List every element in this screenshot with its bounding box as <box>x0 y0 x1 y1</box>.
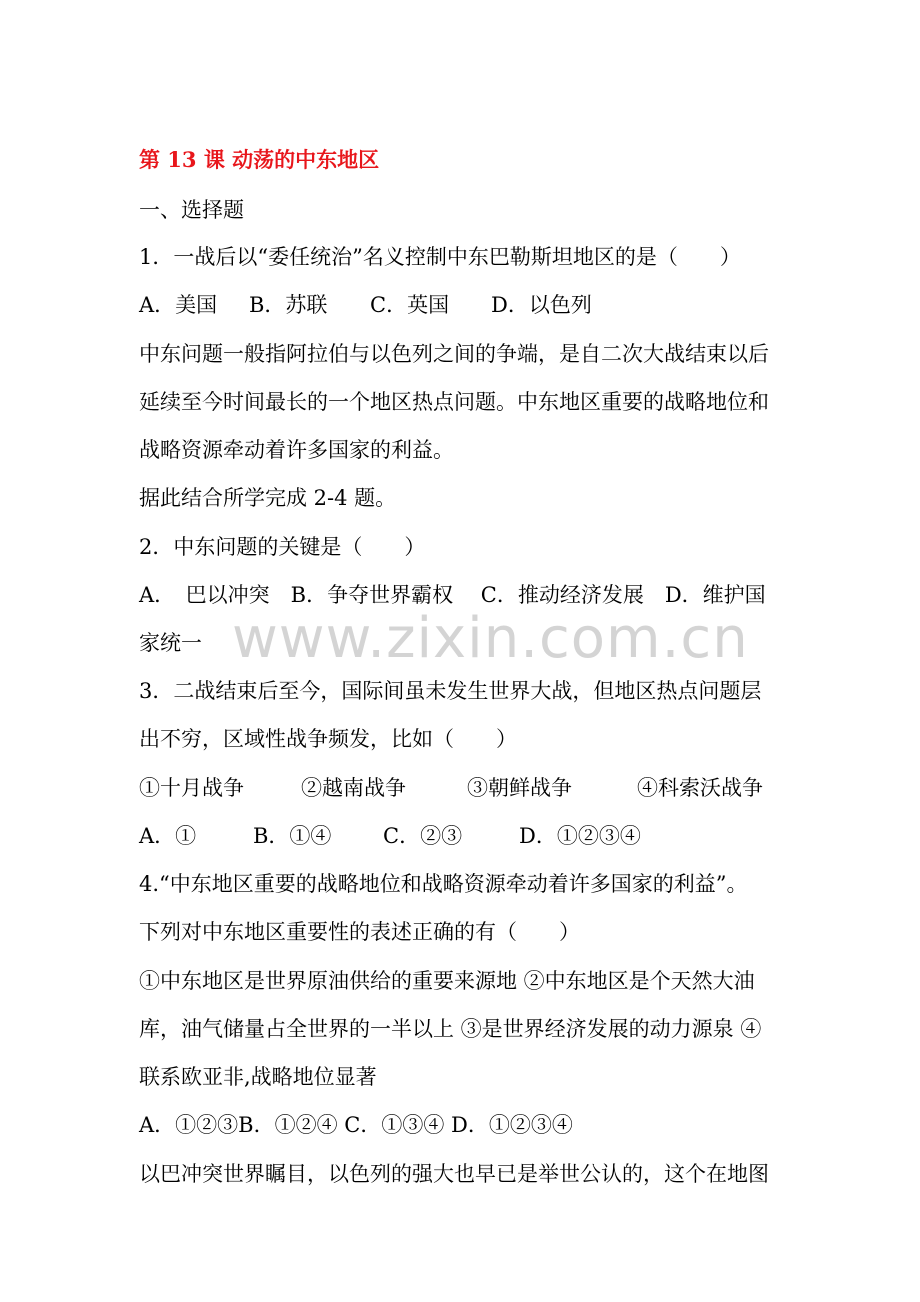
question-4-body: 库，油气储量占全世界的一半以上 ③是世界经济发展的动力源泉 ④ <box>139 1017 762 1041</box>
question-3-stem: 3．二战结束后至今，国际间虽未发生世界大战，但地区热点问题层 <box>139 679 762 703</box>
section-heading: 一、选择题 <box>139 198 244 222</box>
option-d: D．以色列 <box>491 293 592 317</box>
watermark: www.zixin.com.cn <box>232 606 749 671</box>
question-4-body: ①中东地区是世界原油供给的重要来源地 ②中东地区是个天然大油 <box>139 969 755 993</box>
option-c: C．英国 <box>370 293 450 317</box>
item-3: ③朝鲜战争 <box>467 776 572 800</box>
question-2-options: A． 巴以冲突 B．争夺世界霸权 C．推动经济发展 D．维护国 <box>139 583 766 607</box>
option-d: D．①②③④ <box>519 824 641 848</box>
option-c: C．②③ <box>383 824 463 848</box>
passage-line: 中东问题一般指阿拉伯与以色列之间的争端，是自二次大战结束以后 <box>139 342 769 366</box>
question-2-options-cont: 家统一 <box>139 631 202 655</box>
passage-line: 战略资源牵动着许多国家的利益。 <box>139 438 454 462</box>
item-4: ④科索沃战争 <box>637 776 763 800</box>
question-3-options <box>139 822 799 850</box>
passage-line: 延续至今时间最长的一个地区热点问题。中东地区重要的战略地位和 <box>139 390 769 414</box>
question-4-options: A．①②③B．①②④ C．①③④ D．①②③④ <box>139 1113 573 1137</box>
option-b: B．苏联 <box>249 293 328 317</box>
question-4-stem-cont: 下列对中东地区重要性的表述正确的有（ ） <box>139 920 580 944</box>
option-a: A．美国 <box>139 293 218 317</box>
question-3-stem-cont: 出不穷，区域性战争频发，比如（ ） <box>139 727 517 751</box>
item-1: ①十月战争 <box>139 776 244 800</box>
option-b: B．①④ <box>253 824 332 848</box>
question-2-stem: 2．中东问题的关键是（ ） <box>139 535 426 559</box>
question-1-stem: 1．一战后以“委任统治”名义控制中东巴勒斯坦地区的是（ ） <box>139 245 741 269</box>
question-4-body: 联系欧亚非,战略地位显著 <box>139 1065 377 1089</box>
lesson-title: 第 13 课 动荡的中东地区 <box>139 147 380 172</box>
question-4-stem: 4.“中东地区重要的战略地位和战略资源牵动着许多国家的利益”。 <box>139 872 748 896</box>
passage-instruction: 据此结合所学完成 2-4 题。 <box>139 486 397 510</box>
item-2: ②越南战争 <box>301 776 406 800</box>
question-1-options <box>139 291 799 319</box>
passage-tail: 以巴冲突世界瞩目，以色列的强大也早已是举世公认的，这个在地图 <box>139 1162 769 1186</box>
question-3-items <box>139 774 799 802</box>
option-a: A．① <box>139 824 197 848</box>
